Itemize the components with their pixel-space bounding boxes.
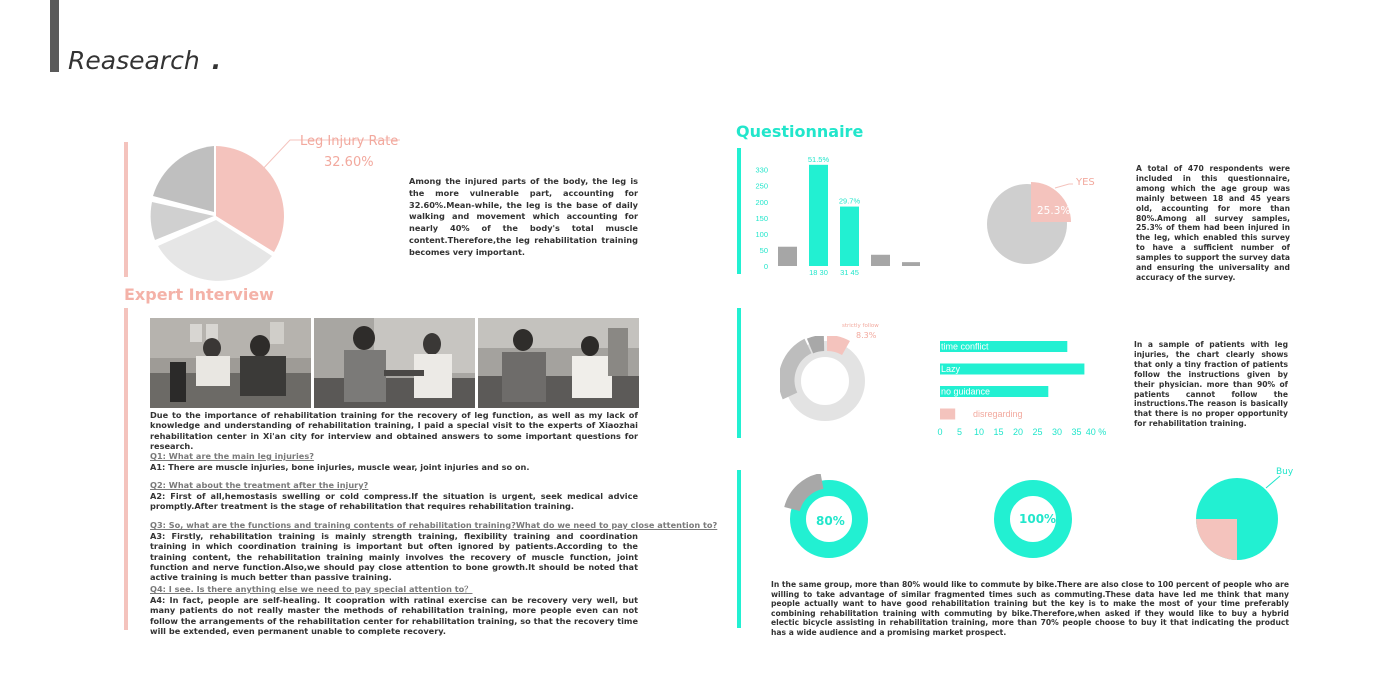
follow-value: 8.3%: [856, 331, 877, 340]
donut-100-label: 100%: [1019, 512, 1057, 526]
reason-bar-label: disregarding: [973, 409, 1023, 419]
x-tick-label: 20: [1012, 427, 1024, 437]
leg-section-accent-bar: [124, 142, 128, 277]
questionnaire-accent-bar-3: [737, 470, 741, 628]
x-tick-label: 30: [1051, 427, 1063, 437]
y-tick-label: 250: [755, 181, 768, 191]
qa-answer-3: A3: Firstly, rehabilitation training is mainly strength training, flexibility training and coordination training in which coordination training is important but often ignored by patients.According to the training content, the rehabilitation training mainly involves the recovery of muscle function, joint function and nerve function.Also,we should pay close attention to bone growth.It should be noted that active training is much better than passive training.: [150, 531, 638, 583]
qa-answer-2: A2: First of all,hemostasis swelling or cold compress.If the situation is urgent, seek medical advice promptly.After treatment is the stage of rehabilitation that requires rehabilitation training.: [150, 491, 638, 512]
leg-injury-description: Among the injured parts of the body, the leg is the more vulnerable part, accounting for 32.60%.Mean-while, the leg is the base of daily walking and movement which accounting for nearly 40% of the body's total muscle content.Therefore,the leg rehabilitation training becomes very important.: [409, 176, 638, 257]
donut-80-label: 80%: [816, 514, 845, 528]
interview-photo-1-scene: [150, 318, 311, 408]
y-tick-label: 0: [763, 262, 768, 271]
reasons-description: In a sample of patients with leg injuries, the chart clearly shows that only a tiny fraction of patients follow the instructions given by their physician. more than 90% of patients cannot follow the instructions.The reason is basically that there is no proper opportunity for rehabilitation training.: [1134, 340, 1288, 429]
age-chart-description: A total of 470 respondents were included in this questionnaire, among which the age group was mainly between 18 and 45 years old, accounting for more than 80%.Among all survey samples, 25.3% of them had been injured in the leg, which enabled this survey to have a sufficient number of samples to support the survey data and ensuring the universality and accuracy of the survey.: [1136, 164, 1290, 282]
donut-slice-follow: [827, 343, 846, 348]
buy-pie-slice-not-buy: [1196, 519, 1237, 560]
interview-photo-1: [150, 318, 311, 408]
qa-answer-1: A1: There are muscle injuries, bone injuries, muscle wear, joint injuries and so on.: [150, 462, 530, 472]
header-accent-bar: [50, 0, 59, 72]
pie-slice-medium: [153, 146, 214, 212]
x-tick-label: 35: [1071, 427, 1082, 437]
yes-value: 25.3%: [1037, 205, 1071, 217]
expert-intro: Due to the importance of rehabilitation training for the recovery of leg function, as well as my lack of knowledge and understanding of rehabilitation training, I paid a special visit to the experts of Xiaozhai rehabilitation center in Xi'an city for interview and obtained answers to some important questions for research.: [150, 410, 638, 451]
follow-donut-chart: [780, 336, 870, 426]
interview-photo-2: [314, 318, 475, 408]
x-tick-label: 40 %: [1085, 427, 1107, 437]
yes-leader-line: [1055, 184, 1073, 188]
reason-bar-label: no guidance: [941, 386, 991, 397]
reason-bar: [940, 364, 1084, 375]
leg-injury-label: Leg Injury Rate: [300, 134, 399, 149]
page-title: [68, 46, 221, 75]
age-bar-value-label: 51.5%: [807, 154, 830, 164]
age-category-label: 18 30: [809, 268, 828, 277]
age-bar: [778, 247, 797, 266]
age-category-label: 31 45: [840, 268, 859, 277]
reason-bar-label: Lazy: [941, 364, 961, 374]
injured-yes-pie-chart: [985, 176, 1115, 271]
questionnaire-accent-bar-2: [737, 308, 741, 438]
qa-question-4: Q4: I see. Is there anything else we need to pay special attention to？: [150, 584, 473, 594]
expert-interview-heading: Expert Interview: [124, 285, 274, 304]
interview-photo-3: [478, 318, 639, 408]
leg-injury-value: 32.60%: [324, 155, 374, 170]
expert-section-accent-bar: [124, 308, 128, 630]
commute-description: In the same group, more than 80% would like to commute by bike.There are also close to 100 percent of people who are willing to take advantage of similar fragmented times such as commuting.These data have led me think that many people actually want to have good rehabilitation training but the key is to make the most of your time preferably combining rehabilitation training with commuting by bike.Therefore,when asked if they would like to buy a hybrid electic bicycle assisting in rehabilitation training, more than 70% people choose to buy it that indicating the product has a wide audience and a promising market prospect.: [771, 580, 1289, 637]
buy-label: Buy: [1276, 467, 1294, 477]
qa-question-3: Q3: So, what are the functions and training contents of rehabilitation training?What do we need to pay close attention to?: [150, 520, 718, 530]
age-bar: [809, 165, 828, 266]
reasons-bar-chart: [930, 336, 1120, 444]
page-title-text: Reasearch: [68, 46, 200, 75]
page-title-dot: .: [211, 46, 222, 75]
questionnaire-heading: Questionnaire: [736, 122, 864, 141]
age-bar-value-label: 29.7%: [838, 196, 861, 206]
interview-photo-2-scene: [314, 318, 475, 408]
x-tick-label: 25: [1032, 427, 1043, 437]
buy-pie-chart: [1190, 470, 1300, 570]
y-tick-label: 150: [755, 213, 768, 223]
follow-label: strictly follow: [842, 323, 879, 329]
age-bar: [902, 262, 920, 266]
y-tick-label: 50: [759, 245, 768, 255]
questionnaire-accent-bar-1: [737, 148, 741, 274]
qa-question-1: Q1: What are the main leg injuries?: [150, 451, 314, 461]
y-tick-label: 200: [755, 197, 768, 207]
y-tick-label: 330: [755, 165, 768, 175]
y-tick-label: 100: [755, 229, 768, 239]
x-tick-label: 5: [956, 427, 963, 437]
reason-bar: [940, 409, 955, 420]
age-bar: [871, 255, 890, 266]
x-tick-label: 0: [937, 427, 943, 437]
yes-label: YES: [1076, 177, 1095, 188]
x-tick-label: 10: [973, 427, 985, 437]
interview-photo-3-scene: [478, 318, 639, 408]
age-bar: [840, 207, 859, 266]
qa-answer-4: A4: In fact, people are self-healing. It coopration with ratinal exercise can be recovery very well, but many patients do not really master the methods of rehabilitation training, more people even can not follow the arrangements of the rehabilitation center for rehabilitation training, so that the recovery time will be extended, even permanent unable to complete recovery.: [150, 595, 638, 636]
reason-bar-label: time conflict: [941, 341, 989, 352]
qa-question-2: Q2: What about the treatment after the injury?: [150, 480, 369, 490]
age-bar-chart: [748, 150, 938, 280]
donut-slice-light-gray: [810, 343, 824, 346]
buy-leader-line: [1266, 476, 1280, 488]
leg-injury-pie-chart: [140, 132, 440, 292]
x-tick-label: 15: [993, 427, 1004, 437]
